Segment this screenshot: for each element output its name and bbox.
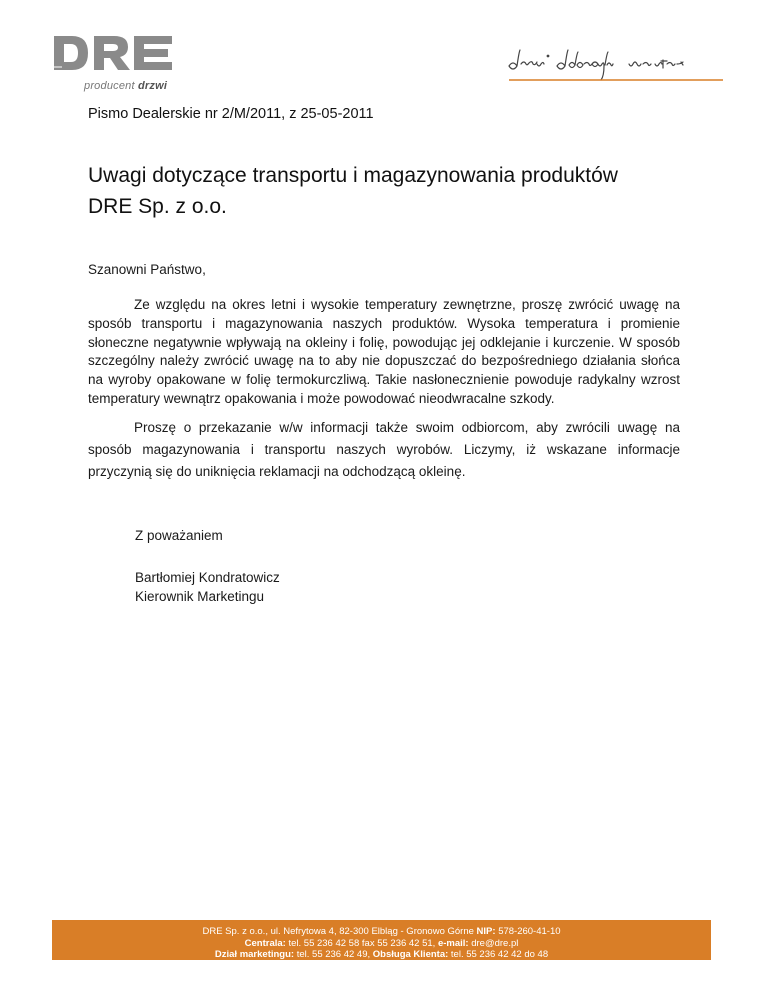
signer-name: Bartłomiej Kondratowicz	[135, 570, 280, 585]
signer-title: Kierownik Marketingu	[135, 589, 265, 604]
letter-title	[88, 160, 708, 222]
footer-customer-service-label: Obsługa Klienta:	[372, 949, 449, 960]
logo-subtitle	[84, 80, 167, 92]
footer-bar	[52, 920, 711, 960]
footer-nip-label: NIP:	[476, 926, 496, 937]
footer-centrala-value: tel. 55 236 42 58 fax 55 236 42 51,	[288, 937, 436, 949]
letter-reference: Pismo Dealerskie nr 2/M/2011, z 25-05-2011	[88, 106, 374, 122]
title-line-2: DRE Sp. z o.o.	[88, 195, 227, 218]
footer-line-3	[52, 949, 711, 960]
dre-logo	[52, 34, 174, 72]
footer-line-1	[52, 926, 711, 938]
footer-email-value[interactable]: dre@dre.pl	[471, 937, 519, 949]
footer-marketing-value: tel. 55 236 42 49,	[296, 949, 371, 960]
body-paragraph-2: Proszę o przekazanie w/w informacji także swoim odbiorcom, aby zwrócili uwagę na sposób magazynowania i transportu naszych wyrobów. Liczymy, iż wskazane informacje przyczynią się do uniknięcia reklamacji na odchodzącą okleinę.	[88, 419, 680, 479]
footer-line-2	[52, 938, 711, 950]
signature-block	[135, 568, 280, 606]
logo-sub-prefix: producent	[84, 80, 135, 92]
footer-address: DRE Sp. z o.o., ul. Nefrytowa 4, 82-300 Elbląg - Gronowo Górne	[202, 926, 474, 937]
footer-centrala-label: Centrala:	[244, 937, 286, 949]
closing: Z poważaniem	[135, 528, 223, 543]
logo-sub-bold: drzwi	[138, 80, 168, 92]
title-line-1: Uwagi dotyczące transportu i magazynowania produktów	[88, 164, 618, 187]
salutation: Szanowni Państwo,	[88, 262, 206, 277]
footer-nip-value: 578-260-41-10	[498, 926, 561, 937]
letter-body	[88, 296, 680, 491]
footer-customer-service-value: tel. 55 236 42 42 do 48	[450, 949, 549, 960]
footer-email-label: e-mail:	[437, 937, 469, 949]
footer-marketing-label: Dział marketingu:	[214, 949, 295, 960]
slogan-handwriting	[505, 38, 727, 88]
body-paragraph-1: Ze względu na okres letni i wysokie temperatury zewnętrzne, proszę zwrócić uwagę na sposób transportu i magazynowania naszych produktów. Wysoka temperatura i promienie słoneczne negatywnie wpływają na okleiny i folię, powodując jej odklejanie i kurczenie. W sposób szczególny należy zwrócić uwagę na to aby nie dopuszczać do bezpośredniego działania słońca na wyroby opakowane w folię termokurczliwą. Takie nasłonecznienie powoduje radykalny wzrost temperatury wewnątrz opakowania i może powodować nieodwracalne szkody.	[88, 297, 680, 406]
